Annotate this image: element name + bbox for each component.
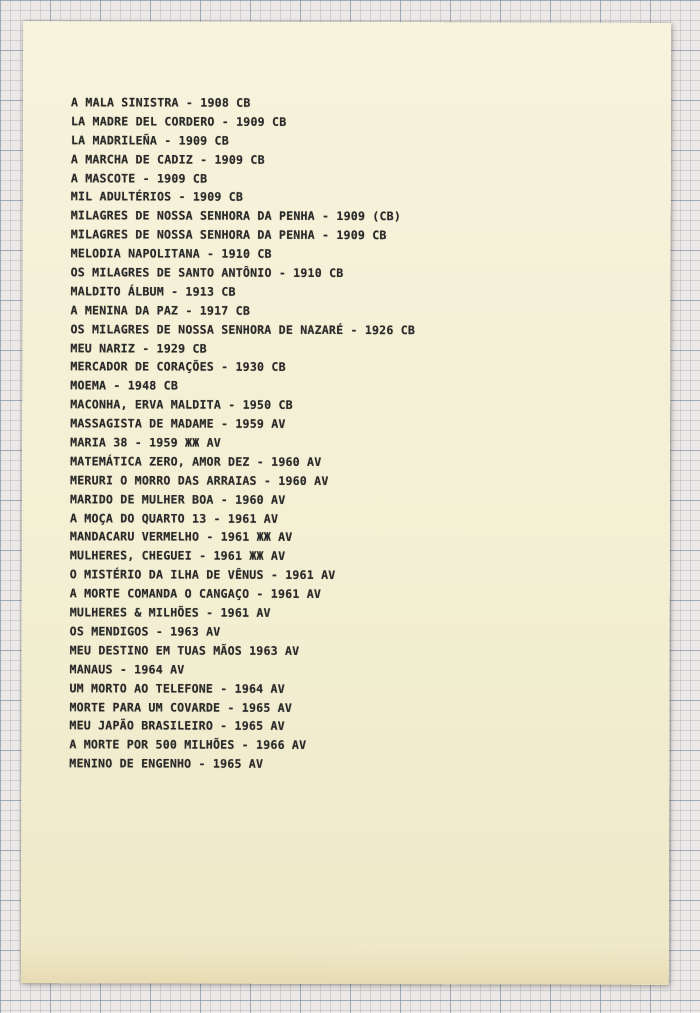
list-item: MOEMA - 1948 CB	[70, 378, 179, 393]
list-item: MANAUS - 1964 AV	[69, 661, 185, 677]
typewritten-sheet	[21, 21, 672, 985]
list-item: MARIDO DE MULHER BOA - 1960 AV	[69, 491, 286, 507]
list-item: MORTE PARA UM COVARDE - 1965 AV	[69, 699, 293, 715]
list-item: MACONHA, ERVA MALDITA - 1950 CB	[70, 397, 293, 413]
film-list	[69, 93, 415, 774]
list-item: OS MILAGRES DE NOSSA SENHORA DE NAZARÉ - 1926 CB	[70, 321, 416, 337]
list-item: MULHERES & MILHÕES - 1961 AV	[69, 605, 271, 620]
list-item: MASSAGISTA DE MADAME - 1959 AV	[70, 416, 286, 431]
list-item: MIL ADULTÉRIOS - 1909 CB	[70, 189, 244, 205]
list-item: MATEMÁTICA ZERO, AMOR DEZ - 1960 AV	[70, 454, 322, 469]
list-item: A MORTE COMANDA O CANGAÇO - 1961 AV	[69, 586, 322, 602]
list-item: A MASCOTE - 1909 CB	[70, 170, 208, 186]
list-item: MILAGRES DE NOSSA SENHORA DA PENHA - 1909 (CB)	[70, 208, 402, 224]
list-item: A MORTE POR 500 MILHÕES - 1966 AV	[69, 737, 307, 753]
list-item: MULHERES, CHEGUEI - 1961 ЖЖ AV	[69, 548, 286, 564]
list-item: MELODIA NAPOLITANA - 1910 CB	[70, 246, 272, 261]
list-item: LA MADRE DEL CORDERO - 1909 CB	[70, 114, 287, 129]
list-item: MILAGRES DE NOSSA SENHORA DA PENHA - 1909 CB	[70, 227, 387, 243]
list-item: MARIA 38 - 1959 ЖЖ AV	[70, 435, 221, 450]
list-item: MERCADOR DE CORAÇÕES - 1930 CB	[70, 359, 286, 375]
list-item: OS MENDIGOS - 1963 AV	[69, 624, 221, 639]
list-item: A MALA SINISTRA - 1908 CB	[71, 95, 251, 110]
list-item: MEU NARIZ - 1929 CB	[70, 340, 207, 356]
list-item: OS MILAGRES DE SANTO ANTÔNIO - 1910 CB	[70, 265, 344, 281]
list-item: UM MORTO AO TELEFONE - 1964 AV	[69, 680, 285, 696]
list-item: MERURI O MORRO DAS ARRAIAS - 1960 AV	[70, 473, 329, 488]
list-item: A MOÇA DO QUARTO 13 - 1961 AV	[69, 510, 279, 526]
list-item: A MENINA DA PAZ - 1917 CB	[70, 303, 251, 318]
list-item: MALDITO ÁLBUM - 1913 CB	[70, 284, 236, 299]
list-item: LA MADRILEÑA - 1909 CB	[70, 133, 229, 148]
list-item: O MISTÉRIO DA ILHA DE VÊNUS - 1961 AV	[69, 567, 336, 583]
list-item: MANDACARU VERMELHO - 1961 ЖЖ AV	[69, 529, 293, 545]
list-item: MEU DESTINO EM TUAS MÃOS 1963 AV	[69, 643, 300, 658]
list-item: MEU JAPÃO BRASILEIRO - 1965 AV	[69, 718, 285, 734]
list-item: A MARCHA DE CADIZ - 1909 CB	[70, 151, 265, 167]
list-item: MENINO DE ENGENHO - 1965 AV	[69, 756, 264, 771]
